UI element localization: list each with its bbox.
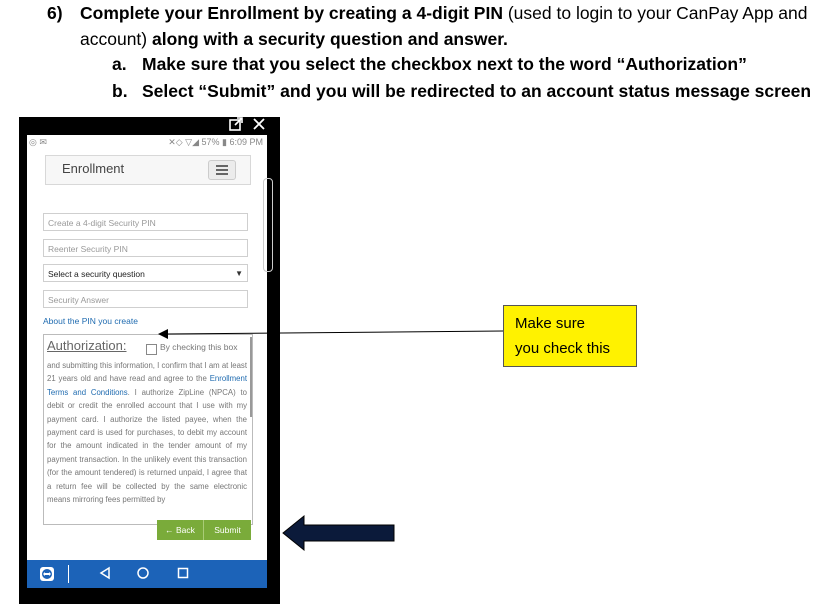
substep-b-text: Select “Submit” and you will be redirected to an account status message screen [142, 81, 812, 101]
substep-a-label: a. [112, 54, 127, 74]
security-question-select[interactable] [43, 264, 248, 282]
step-normal: (used to login to your CanPay App and account) [80, 3, 808, 49]
authorization-text [47, 359, 247, 506]
status-bar [27, 135, 267, 149]
substep-a [112, 51, 832, 77]
submit-button[interactable]: Submit [204, 520, 251, 540]
menu-icon[interactable] [208, 160, 236, 180]
security-question-value: Select a security question [48, 269, 145, 279]
substep-b-label: b. [112, 81, 128, 101]
security-answer-input[interactable]: Security Answer [43, 290, 248, 308]
reenter-pin-input[interactable]: Reenter Security PIN [43, 239, 248, 257]
callout-line-2: you check this [515, 340, 611, 357]
pin-input[interactable]: Create a 4-digit Security PIN [43, 213, 248, 231]
auth-text-1: and submitting this information, I confirm that I am at least 21 years old and have read and agree to the [47, 361, 247, 384]
nav-divider [68, 565, 69, 583]
android-nav-bar [27, 560, 267, 588]
authorization-title: Authorization: [47, 338, 127, 353]
step-number: 6) [47, 3, 63, 23]
callout-line-1: Make sure [515, 315, 586, 332]
back-button[interactable]: ← Back [157, 520, 204, 540]
phone-screenshot [19, 117, 280, 604]
dropdown-caret-icon: ▼ [235, 269, 243, 278]
back-triangle-icon[interactable] [98, 566, 112, 583]
substep-a-text: Make sure that you select the checkbox next to the word “Authorization” [142, 54, 747, 74]
phone-side-button [263, 178, 273, 272]
teamviewer-icon[interactable] [39, 566, 55, 585]
step-bold-1: Complete your Enrollment by creating a 4-digit PIN [80, 3, 503, 23]
terms-link[interactable]: Enrollment Terms and Conditions [47, 374, 247, 397]
substep-b [112, 78, 832, 104]
page-title: Enrollment [62, 161, 125, 176]
about-pin-link[interactable]: About the PIN you create [43, 316, 138, 326]
close-icon[interactable] [252, 117, 266, 135]
authorization-checkbox[interactable] [146, 344, 157, 355]
app-screen [27, 135, 267, 560]
status-left: ◎ ✉ [29, 137, 47, 147]
step-text [80, 0, 830, 52]
phone-top-bar [19, 117, 280, 135]
callout-box [503, 305, 637, 367]
recents-square-icon[interactable] [176, 566, 190, 583]
authorization-lead: By checking this box [160, 342, 238, 352]
authorization-box [43, 334, 253, 525]
home-circle-icon[interactable] [136, 566, 150, 583]
enrollment-header [45, 155, 251, 185]
open-external-icon[interactable] [229, 117, 243, 135]
scrollbar[interactable] [250, 337, 252, 417]
step-bold-2: along with a security question and answer. [151, 29, 508, 49]
status-right: ✕◇ ▽◢ 57% ▮ 6:09 PM [168, 137, 263, 147]
auth-text-2: . I authorize ZipLine (NPCA) to debit or credit the enrolled account that I use with my payment card. I authorize the listed payee, when the payment card is used for purchases, to debit my account for the amount indicated in the tender amount of my payment transaction. In the unlikely event this transaction (for the amount tendered) is returned unpaid, I agree that a return fee will be collected by the same electronic means mirroring fees permitted by [47, 387, 247, 505]
